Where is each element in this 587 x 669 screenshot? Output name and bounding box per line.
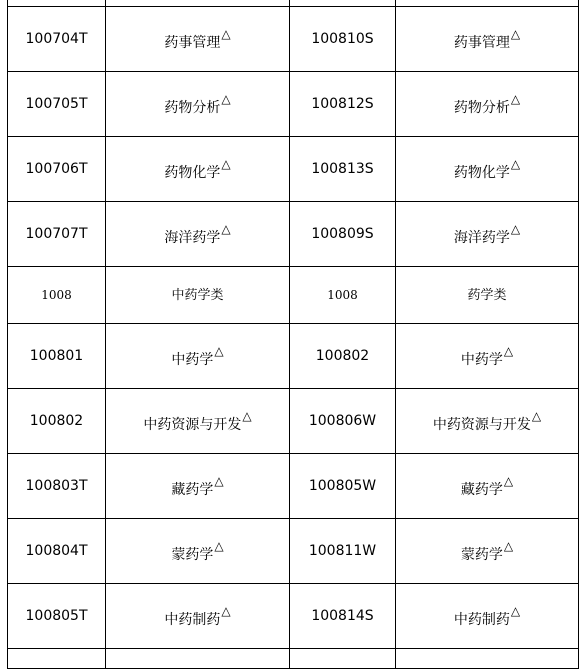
- major-code-old: 100705T: [8, 72, 106, 137]
- major-name-new: [396, 584, 579, 649]
- major-code-old: 100704T: [8, 7, 106, 72]
- triangle-mark: △: [221, 604, 231, 618]
- triangle-mark: △: [242, 409, 252, 423]
- major-code-new: 100809S: [290, 202, 396, 267]
- major-name-text: 藏药学: [171, 482, 214, 498]
- major-name-text: 药事管理: [164, 35, 221, 51]
- triangle-mark: △: [503, 539, 514, 553]
- table-row: [8, 202, 579, 267]
- category-code-new: 1008: [290, 267, 396, 324]
- triangle-mark: △: [214, 474, 224, 488]
- table-cell: [396, 649, 579, 669]
- major-code-old: 100804T: [8, 519, 106, 584]
- triangle-mark: △: [510, 604, 521, 618]
- major-code-new: 100812S: [290, 72, 396, 137]
- triangle-mark: △: [510, 92, 521, 106]
- major-name-text: 药物化学: [453, 165, 510, 181]
- table-row-category: [8, 267, 579, 324]
- major-name-old: [106, 324, 290, 389]
- major-name-old: [106, 454, 290, 519]
- table-row: [8, 72, 579, 137]
- major-name-new: [396, 202, 579, 267]
- triangle-mark: △: [221, 157, 231, 171]
- major-code-old: 100707T: [8, 202, 106, 267]
- triangle-mark: △: [531, 409, 542, 423]
- major-name-text: 蒙药学: [171, 547, 214, 563]
- major-name-text: 海洋药学: [164, 230, 221, 246]
- category-code-old: 1008: [8, 267, 106, 324]
- major-name-text: 药物化学: [164, 165, 221, 181]
- major-name-new: [396, 324, 579, 389]
- triangle-mark: △: [221, 222, 231, 236]
- major-code-old: 100802: [8, 389, 106, 454]
- table-row: [8, 584, 579, 649]
- major-name-new: [396, 454, 579, 519]
- major-name-text: 中药学: [171, 352, 214, 368]
- major-name-text: 海洋药学: [453, 230, 510, 246]
- table-row: [8, 137, 579, 202]
- major-name-new: [396, 72, 579, 137]
- major-code-new: 100805W: [290, 454, 396, 519]
- major-code-old: 100803T: [8, 454, 106, 519]
- major-name-text: 药事管理: [453, 35, 510, 51]
- major-name-old: [106, 137, 290, 202]
- triangle-mark: △: [214, 539, 224, 553]
- major-code-new: 100813S: [290, 137, 396, 202]
- major-name-old: [106, 389, 290, 454]
- category-name-new: 药学类: [396, 267, 579, 324]
- major-name-text: 蒙药学: [460, 547, 503, 563]
- triangle-mark: △: [221, 92, 231, 106]
- major-name-text: 药物分析: [164, 100, 221, 116]
- table-row: [8, 519, 579, 584]
- major-name-text: 药物分析: [453, 100, 510, 116]
- triangle-mark: △: [221, 27, 231, 41]
- major-code-old: 100706T: [8, 137, 106, 202]
- major-code-new: 100810S: [290, 7, 396, 72]
- category-name-old: 中药学类: [106, 267, 290, 324]
- triangle-mark: △: [503, 344, 514, 358]
- major-name-text: 中药制药: [164, 612, 221, 628]
- major-code-new: 100811W: [290, 519, 396, 584]
- major-code-new: 100806W: [290, 389, 396, 454]
- table-row: [8, 389, 579, 454]
- triangle-mark: △: [214, 344, 224, 358]
- major-code-new: 100802: [290, 324, 396, 389]
- major-name-old: [106, 519, 290, 584]
- major-name-new: [396, 137, 579, 202]
- table-row-bottom-partial: [8, 649, 579, 669]
- major-name-old: [106, 7, 290, 72]
- major-code-new: 100814S: [290, 584, 396, 649]
- table-cell: [8, 649, 106, 669]
- table-cell: [106, 649, 290, 669]
- major-name-text: 中药制药: [453, 612, 510, 628]
- major-code-old: 100805T: [8, 584, 106, 649]
- major-name-new: [396, 389, 579, 454]
- table-row: [8, 7, 579, 72]
- major-name-text: 藏药学: [460, 482, 503, 498]
- major-name-text: 中药资源与开发: [432, 417, 531, 433]
- triangle-mark: △: [510, 222, 521, 236]
- major-codes-table: [7, 0, 579, 669]
- major-name-new: [396, 519, 579, 584]
- major-name-new: [396, 7, 579, 72]
- major-name-old: [106, 72, 290, 137]
- major-name-old: [106, 584, 290, 649]
- table-row: [8, 324, 579, 389]
- table-row: [8, 454, 579, 519]
- triangle-mark: △: [510, 27, 521, 41]
- major-code-old: 100801: [8, 324, 106, 389]
- triangle-mark: △: [503, 474, 514, 488]
- major-name-old: [106, 202, 290, 267]
- triangle-mark: △: [510, 157, 521, 171]
- major-name-text: 中药学: [460, 352, 503, 368]
- major-name-text: 中药资源与开发: [143, 417, 242, 433]
- table-cell: [290, 649, 396, 669]
